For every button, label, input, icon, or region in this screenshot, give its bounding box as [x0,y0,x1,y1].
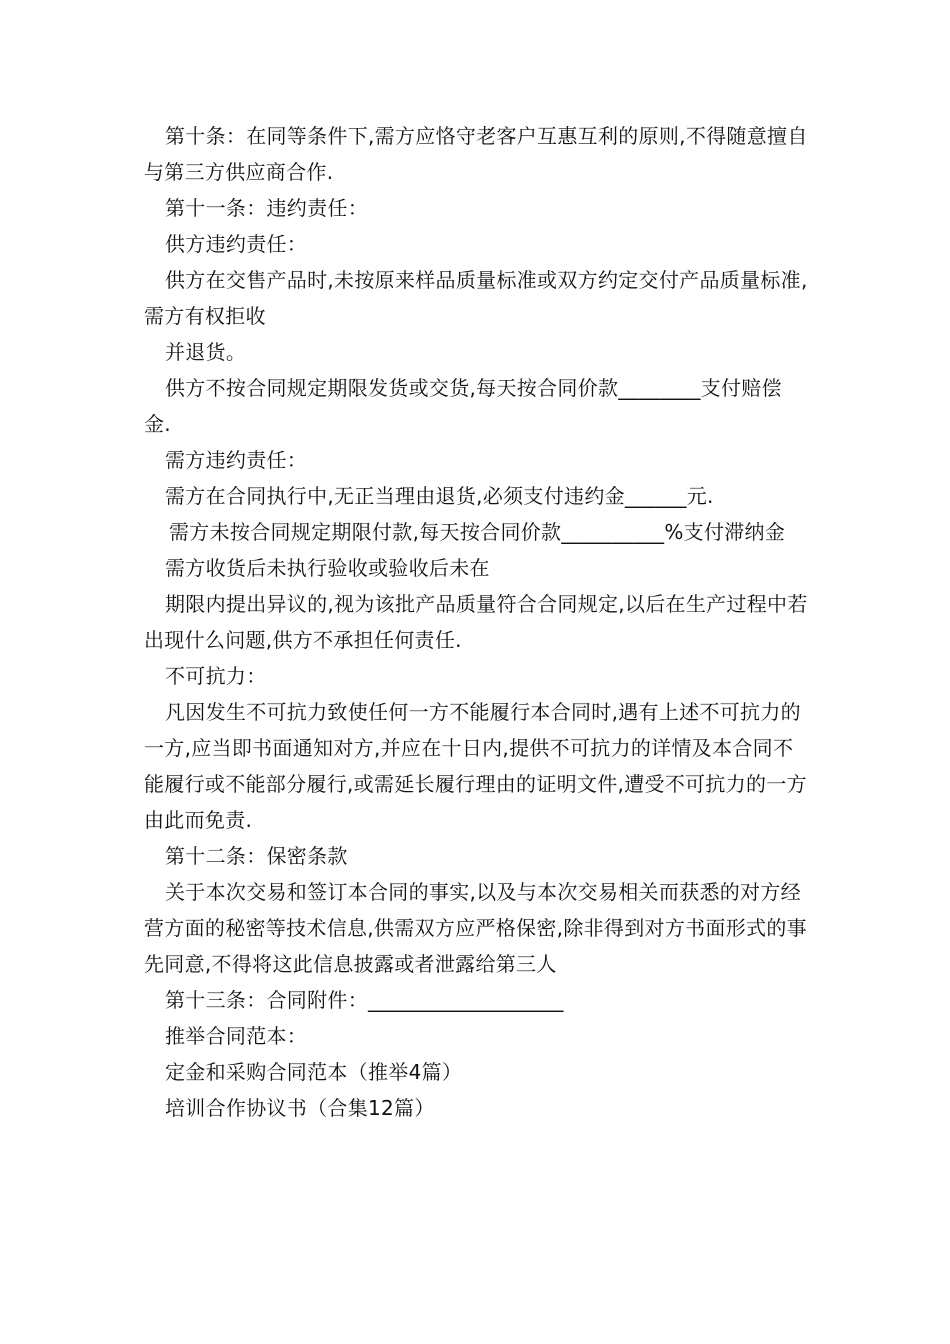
supplier-delay-clause: 供方不按合同规定期限发货或交货,每天按合同价款________支付赔偿金. [144,376,782,436]
buyer-inspection-line: 需方收货后未执行验收或验收后未在 [165,556,490,580]
return-goods-line: 并退货。 [165,340,247,364]
article-10-paragraph: 第十条：在同等条件下,需方应恪守老客户互惠互利的原则,不得随意擅自与第三方供应商合作. [144,124,808,184]
document-body [144,118,808,1126]
recommended-templates-heading: 推举合同范本： [165,1024,308,1048]
article-12-heading: 第十二条：保密条款 [165,844,348,868]
force-majeure-clause: 凡因发生不可抗力致使任何一方不能履行本合同时,遇有上述不可抗力的一方,应当即书面通知对方,并应在十日内,提供不可抗力的详情及本合同不能履行或不能部分履行,或需延长履行理由的证明文件,遭受不可抗力的一方由此而免责. [144,700,807,832]
buyer-return-clause: 需方在合同执行中,无正当理由退货,必须支付违约金______元. [165,484,714,508]
confidentiality-clause: 关于本次交易和签订本合同的事实,以及与本次交易相关而获悉的对方经营方面的秘密等技术信息,供需双方应严格保密,除非得到对方书面形式的事先同意,不得将这此信息披露或者泄露给第三人 [144,880,807,976]
inspection-period-clause: 期限内提出异议的,视为该批产品质量符合合同规定,以后在生产过程中若出现什么问题,供方不承担任何责任. [144,592,808,652]
supplier-liability-heading: 供方违约责任： [165,232,308,256]
force-majeure-heading: 不可抗力： [165,664,267,688]
article-11-heading: 第十一条：违约责任： [165,196,368,220]
buyer-late-payment-clause: 需方未按合同规定期限付款,每天按合同价款__________%支付滞纳金 [169,520,786,544]
supplier-quality-clause: 供方在交售产品时,未按原来样品质量标准或双方约定交付产品质量标准,需方有权拒收 [144,268,808,328]
buyer-liability-heading: 需方违约责任： [165,448,308,472]
recommended-template-link-1[interactable]: 定金和采购合同范本（推举4篇） [165,1060,463,1084]
recommended-template-link-2[interactable]: 培训合作协议书（合集12篇） [165,1096,435,1120]
article-13-attachments: 第十三条：合同附件：___________________ [165,988,564,1012]
